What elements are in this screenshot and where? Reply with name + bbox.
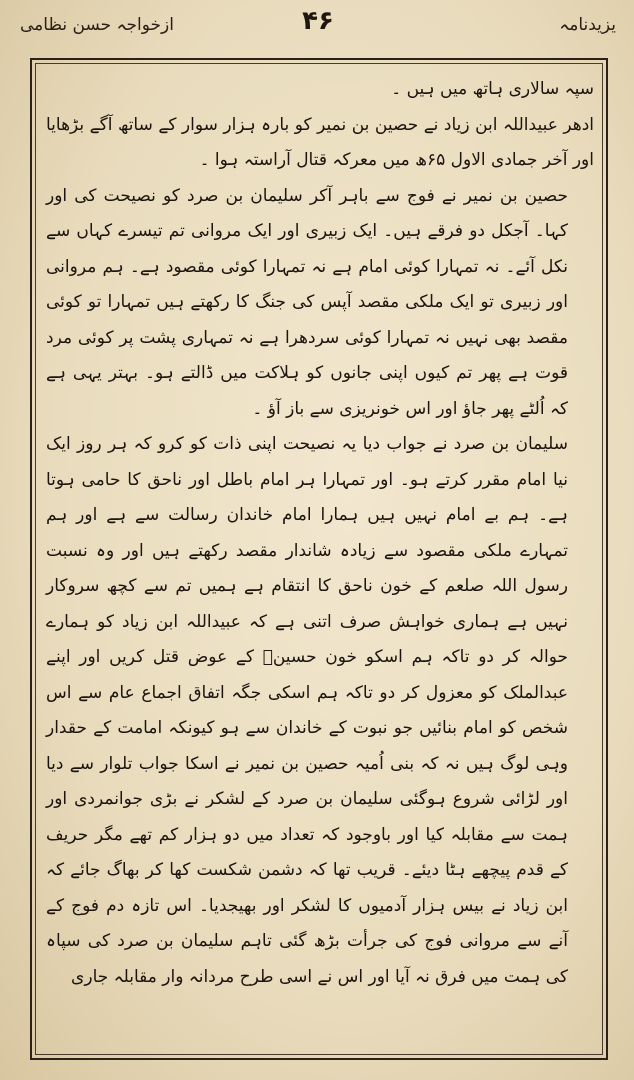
body-text bbox=[46, 72, 594, 1048]
page-number: ۴۶ bbox=[302, 6, 334, 36]
running-head bbox=[20, 6, 616, 46]
book-title: یزیدنامہ bbox=[559, 15, 616, 35]
paragraph: ادھر عبیداللہ ابن زیاد نے حصین بن نمیر کو بارہ ہزار سوار کے ساتھ آگے بڑھایا اور آخر جمادی الاول ۶۵ھ میں معرکہ قتال آراستہ ہوا ۔ bbox=[46, 114, 594, 170]
paragraph: حصین بن نمیر نے فوج سے باہر آکر سلیمان بن صرد کو نصیحت کی اور کہا۔ آجکل دو فرقے ہیں۔ ایک زبیری اور ایک مروانی تم تیسرے کہاں سے نکل آئے۔ نہ تمہارا کوئی امام ہے نہ تمہارا کوئی مقصود ہے۔ ہم مروانی اور زبیری تو ایک ملکی مقصد آپس کی جنگ کا رکھتے ہیں تمہارا تو کوئی مقصد بھی نہیں نہ تمہارا کوئی سردھرا ہے نہ تمہاری پشت پر کوئی مرد قوت ہے پھر تم کیوں اپنی جانوں کو ہلاکت میں ڈالتے ہو۔ بہتر یہی ہے کہ اُلٹے پھر جاؤ اور اس خونریزی سے باز آؤ ۔ bbox=[46, 185, 568, 419]
paragraph: سپہ سالاری ہاتھ میں ہیں ۔ bbox=[391, 79, 594, 99]
paragraph: سلیمان بن صرد نے جواب دیا یہ نصیحت اپنی ذات کو کرو کہ ہر روز ایک نیا امام مقرر کرتے ہو۔ اور تمہارا ہر امام باطل اور ناحق کا حامی ہوتا ہے۔ ہم بے امام نہیں ہیں ہمارا امام خاندان رسالت سے ہے اور ہم تمہارے ملکی مقصود سے زیادہ شاندار مقصد رکھتے ہیں اور وہ نسبت رسول اللہ صلعم کے خون ناحق کا انتقام ہے ہمیں تم سے کچھ سروکار نہیں ہے ہماری خواہش صرف اتنی ہے کہ عبیداللہ ابن زیاد کو ہمارے حوالہ کر دو تاکہ ہم اسکو خون حسینؓ کے عوض قتل کریں اور اپنے عبدالملک کو معزول کر دو تاکہ ہم اسکی جگہ اتفاق اجماع عام سے اس شخص کو امام بنائیں جو نبوت کے خاندان سے ہو کیونکہ امامت کے حقدار وہی لوگ ہیں نہ کہ بنی اُمیہ حصین بن نمیر نے اسکا جواب تلوار سے دیا اور لڑائی شروع ہوگئی سلیمان بن صرد کے لشکر نے بڑی جوانمردی اور ہمت سے مقابلہ کیا اور باوجود کہ تعداد میں دو ہزار کم تھے مگر حریف کے قدم پیچھے ہٹا دیئے۔ قریب تھا کہ دشمن شکست کھا کر بھاگ جائے کہ ابن زیاد نے بیس ہزار آدمیوں کا لشکر اور بھیجدیا۔ اس تازہ دم فوج کے آنے سے مروانی فوج کی جرأت بڑھ گئی تاہم سلیمان بن صرد کی سپاہ کی ہمت میں فرق نہ آیا اور اس نے اسی طرح مردانہ وار مقابلہ جاری bbox=[46, 434, 568, 987]
text-frame bbox=[30, 58, 608, 1060]
author-name: ازخواجہ حسن نظامی bbox=[20, 15, 174, 35]
